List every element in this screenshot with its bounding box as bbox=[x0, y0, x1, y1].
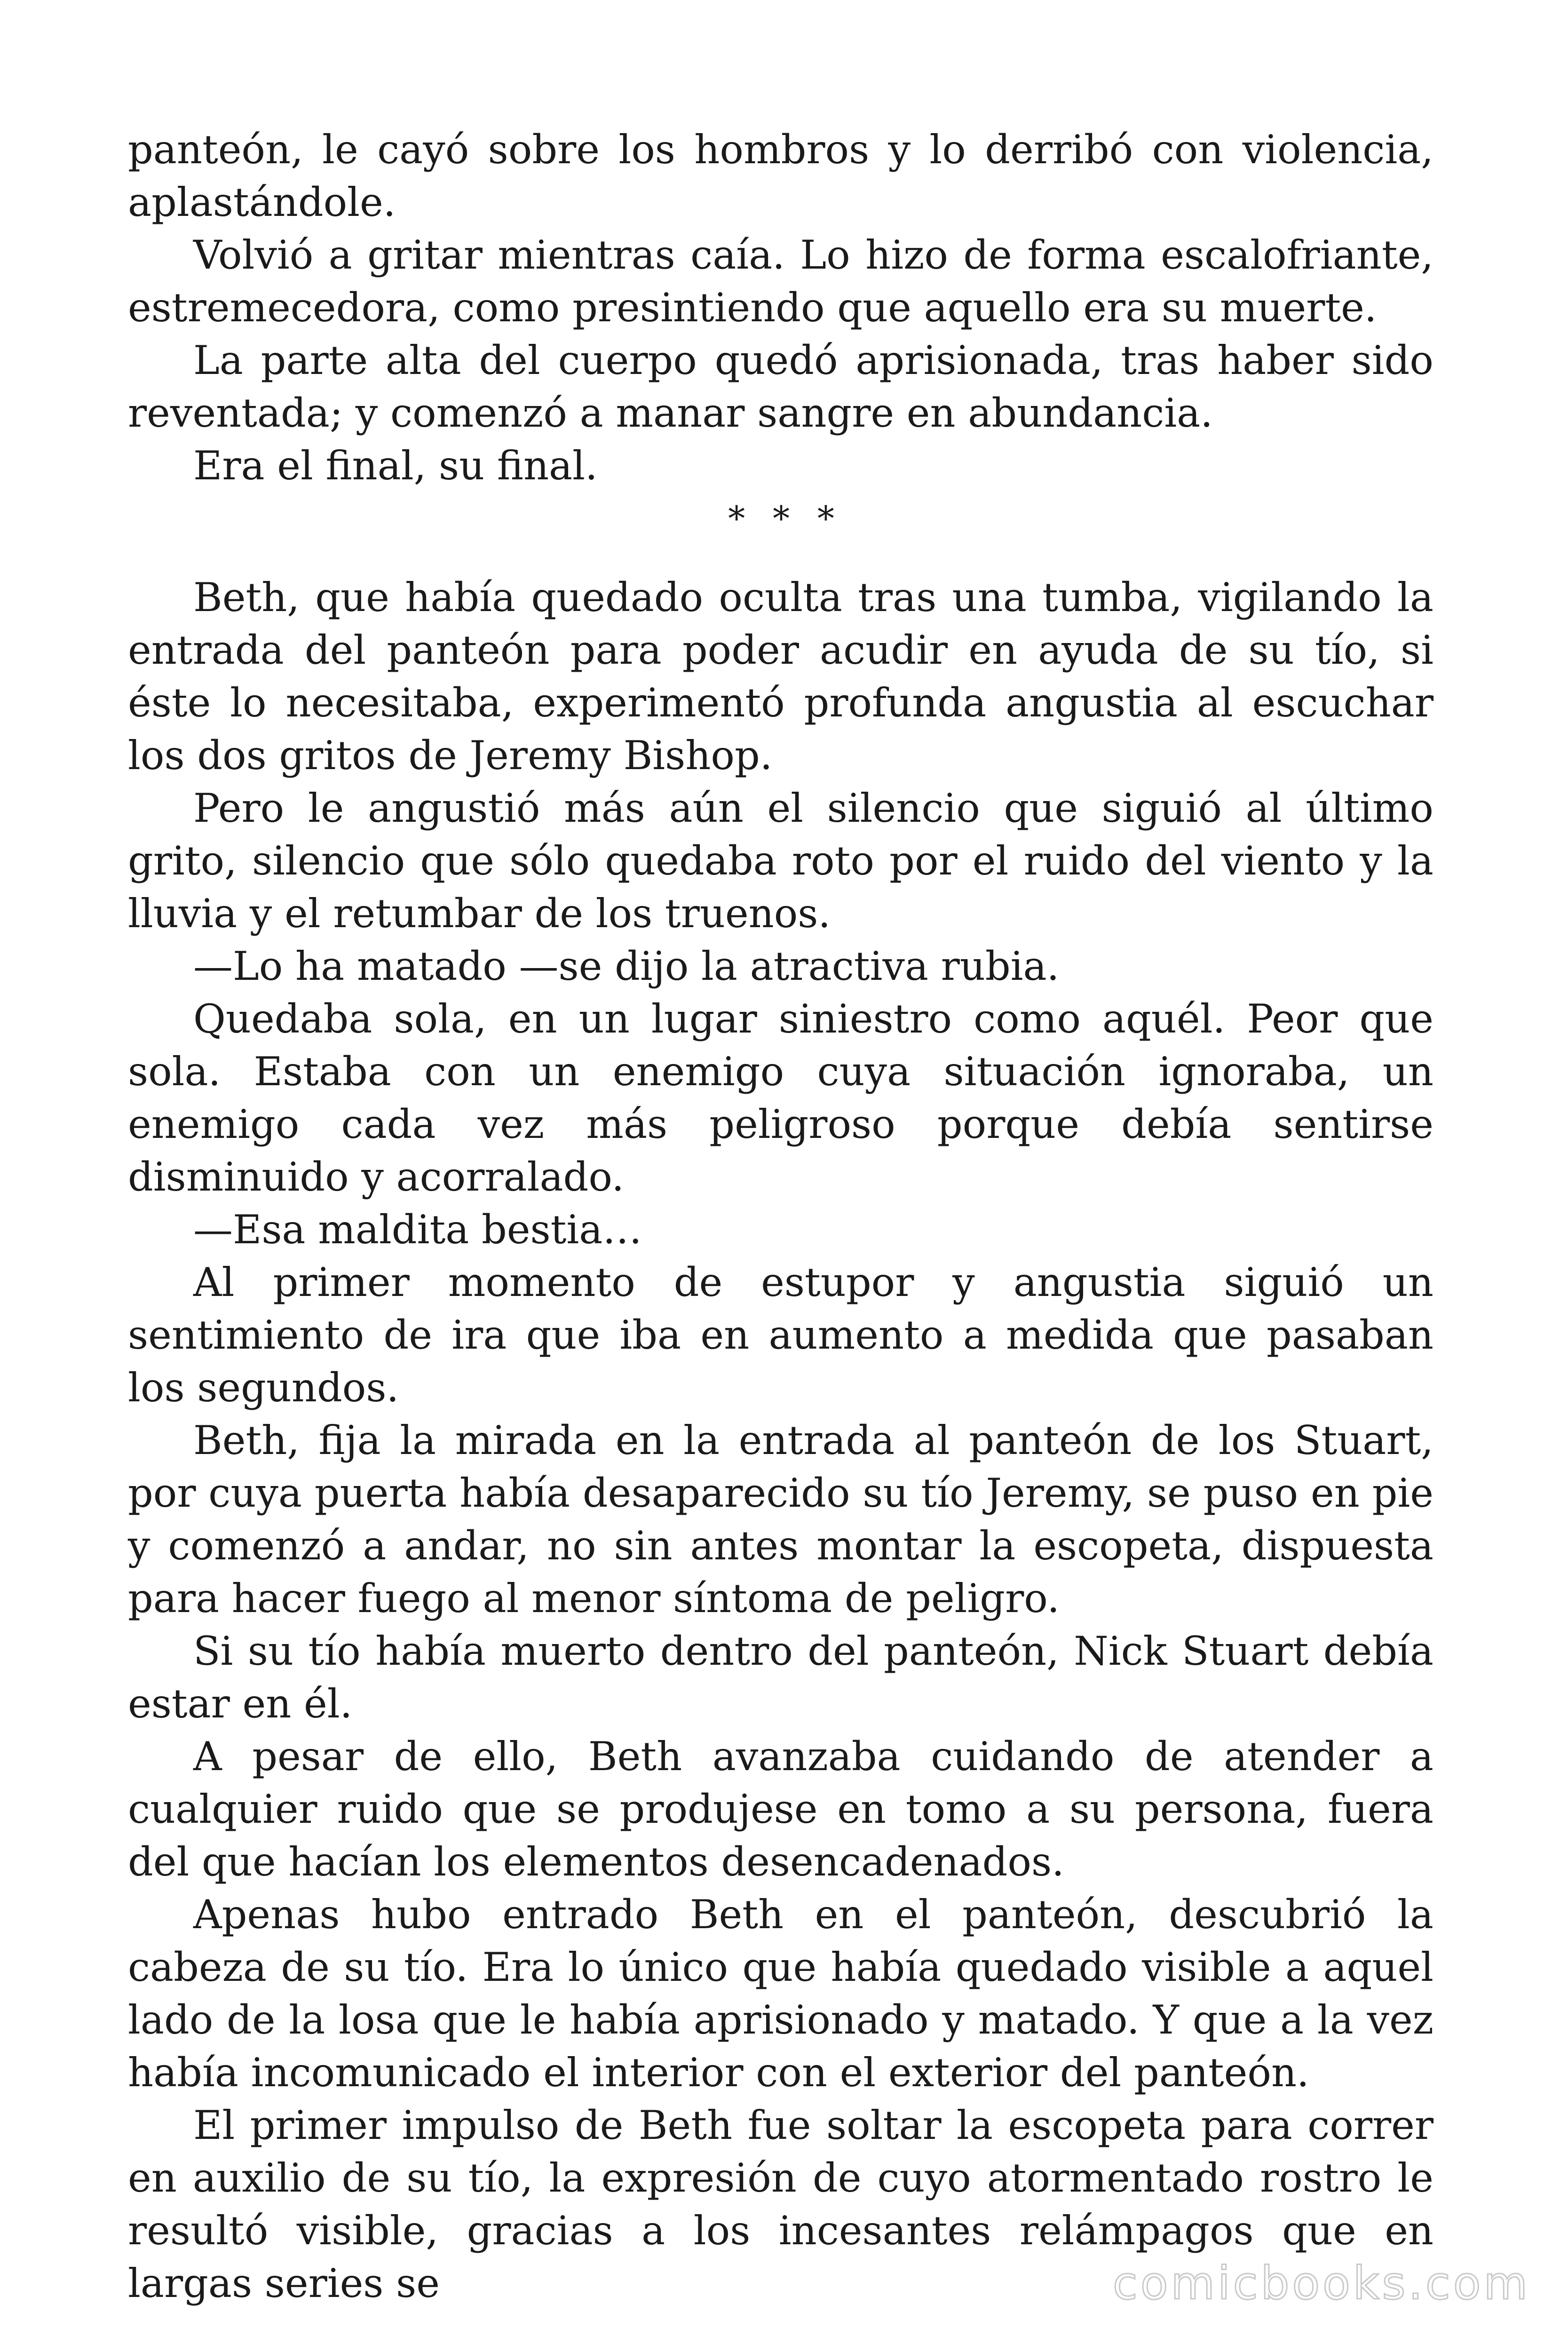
book-page bbox=[128, 123, 1433, 2310]
paragraph-11: Beth, fija la mirada en la entrada al panteón de los Stuart, por cuya puerta había desaparecido su tío Jeremy, se puso en pie y comenzó a andar, no sin antes montar la escopeta, dispuesta para hacer fuego al menor síntoma de peligro. bbox=[128, 1417, 1433, 1621]
paragraph-6: Pero le angustió más aún el silencio que siguió al último grito, silencio que sólo quedaba roto por el ruido del viento y la lluvia y el retumbar de los truenos. bbox=[128, 785, 1433, 937]
paragraph-1: panteón, le cayó sobre los hombros y lo derribó con violencia, aplastándole. bbox=[128, 127, 1433, 225]
watermark: comicbooks.com bbox=[1112, 2257, 1530, 2310]
paragraph-12: Si su tío había muerto dentro del panteón, Nick Stuart debía estar en él. bbox=[128, 1628, 1433, 1727]
paragraph-9: —Esa maldita bestia… bbox=[193, 1207, 642, 1253]
paragraph-10: Al primer momento de estupor y angustia siguió un sentimiento de ira que iba en aumento a medida que pasaban los segundos. bbox=[128, 1259, 1433, 1411]
paragraph-14: Apenas hubo entrado Beth en el panteón, descubrió la cabeza de su tío. Era lo único que había quedado visible a aquel lado de la losa que le había aprisionado y matado. Y que a la vez había incomunicado el interior con el exterior del panteón. bbox=[128, 1891, 1433, 2096]
paragraph-8: Quedaba sola, en un lugar siniestro como aquél. Peor que sola. Estaba con un enemigo cuya situación ignoraba, un enemigo cada vez más peligroso porque debía sentirse disminuido y acorralado. bbox=[128, 996, 1433, 1200]
paragraph-5: Beth, que había quedado oculta tras una tumba, vigilando la entrada del panteón para poder acudir en ayuda de su tío, si éste lo necesitaba, experimentó profunda angustia al escuchar los dos gritos de Jeremy Bishop. bbox=[128, 574, 1433, 779]
paragraph-7: —Lo ha matado —se dijo la atractiva rubia. bbox=[193, 943, 1060, 989]
scene-break: * * * bbox=[728, 499, 843, 538]
paragraph-4: Era el final, su final. bbox=[193, 443, 598, 489]
paragraph-3: La parte alta del cuerpo quedó aprisionada, tras haber sido reventada; y comenzó a manar sangre en abundancia. bbox=[128, 337, 1433, 436]
paragraph-15: El primer impulso de Beth fue soltar la escopeta para correr en auxilio de su tío, la expresión de cuyo atormentado rostro le resultó visible, gracias a los incesantes relámpagos que en largas series se bbox=[128, 2102, 1433, 2306]
scene-break-spacer bbox=[128, 545, 1433, 571]
paragraph-2: Volvió a gritar mientras caía. Lo hizo de forma escalofriante, estremecedora, como presintiendo que aquello era su muerte. bbox=[128, 232, 1433, 331]
paragraph-13: A pesar de ello, Beth avanzaba cuidando de atender a cualquier ruido que se produjese en tomo a su persona, fuera del que hacían los elementos desencadenados. bbox=[128, 1733, 1433, 1885]
